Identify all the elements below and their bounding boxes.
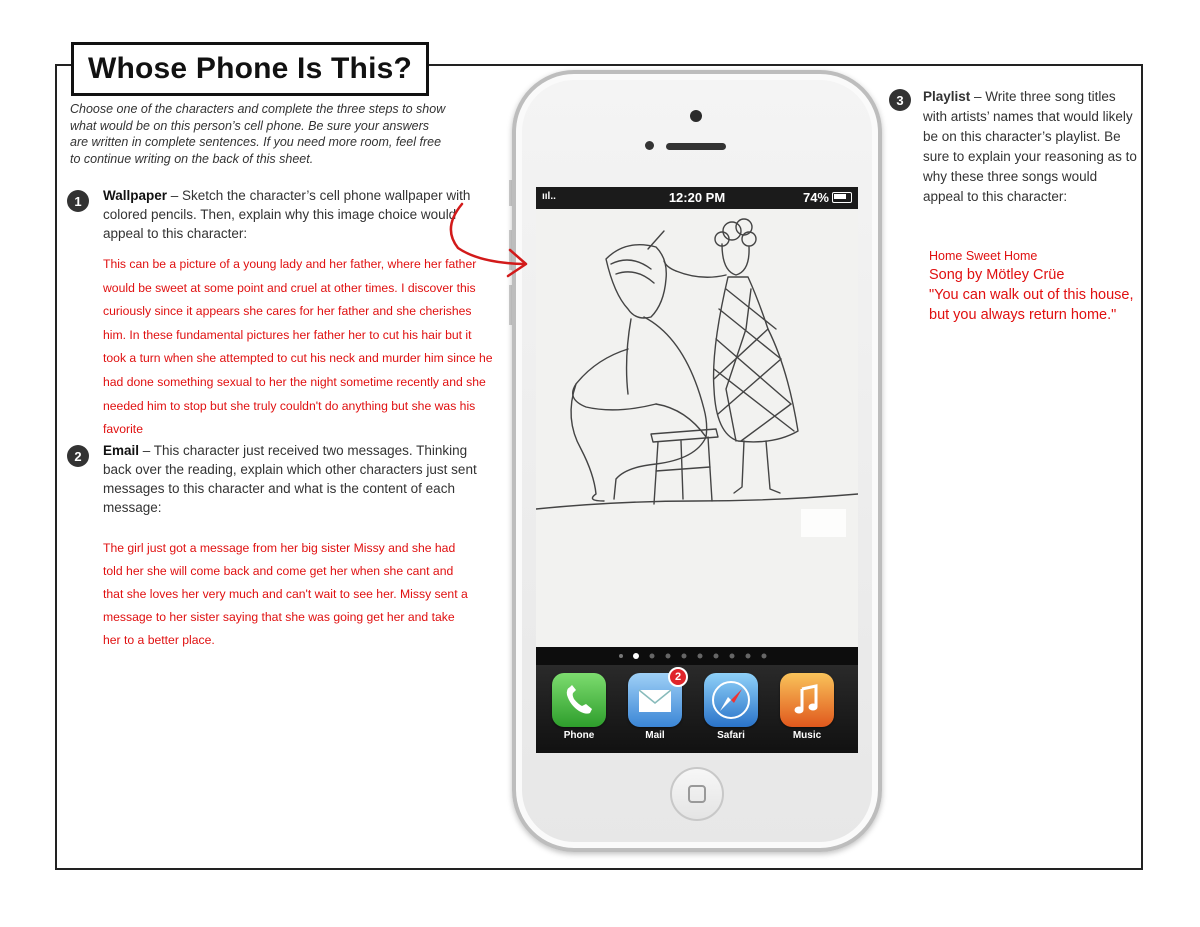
step-3-answer <box>929 247 1139 325</box>
step-1-number: 1 <box>67 190 89 212</box>
phone-icon <box>552 673 606 727</box>
page-dots <box>536 647 858 665</box>
battery-icon <box>832 192 852 203</box>
battery-percent: 74% <box>802 190 829 205</box>
status-time: 12:20 PM <box>668 190 726 205</box>
signal-indicator: ııl.. <box>542 191 556 202</box>
title-box <box>71 42 429 96</box>
home-button[interactable] <box>670 767 724 821</box>
proximity-sensor <box>645 141 654 150</box>
wallpaper-sketch <box>536 209 858 647</box>
app-label-mail: Mail <box>645 730 665 741</box>
mail-badge: 2 <box>668 667 688 687</box>
app-label-phone: Phone <box>563 730 595 741</box>
app-phone[interactable] <box>550 673 608 741</box>
app-music[interactable] <box>778 673 836 741</box>
step-1-answer: This can be a picture of a young lady and her father, where her father would be sweet at some point and cruel at other times. I discover this curiously since it appears she cares for her father and she cherishes him. In these fundamental pictures her father her to cut his hair but it took a turn when she attempted to cut his neck and murder him since he had done something sexual to her the night sometime recently and she needed him to stop but she truly couldn't do anything but she was his favorite <box>103 257 493 437</box>
compass-glyph <box>704 673 758 727</box>
step-2-prompt-text: – This character just received two messages. Thinking back over the reading, explain which other characters just sent messages to this character and what is the content of each message: <box>103 443 477 515</box>
phone-screen <box>536 187 858 753</box>
app-safari[interactable] <box>702 673 760 741</box>
step-3-prompt <box>923 87 1138 207</box>
step-1-heading: Wallpaper <box>103 188 168 203</box>
music-note-icon <box>780 673 834 727</box>
page-indicator-dots <box>536 647 858 665</box>
playlist-reasoning: "You can walk out of this house, but you always return home." <box>929 287 1134 323</box>
music-glyph <box>780 673 834 727</box>
status-bar <box>536 187 858 209</box>
battery-indicator <box>803 190 852 205</box>
app-mail[interactable] <box>626 673 684 741</box>
app-label-safari: Safari <box>717 730 745 741</box>
earpiece-speaker <box>666 143 726 150</box>
step-3-heading: Playlist <box>923 89 971 104</box>
page-title: Whose Phone Is This? <box>87 52 413 85</box>
step-3-prompt-text: – Write three song titles with artists’ names that would likely be on this character’s playlist. Be sure to explain your reasoning as to why these three songs would appeal to this character: <box>923 89 1137 204</box>
sketch-drawing <box>536 209 858 647</box>
step-1-prompt-text: – Sketch the character’s cell phone wallpaper with colored pencils. Then, explain why this image choice would appeal to this character: <box>103 188 471 241</box>
intro-instructions: Choose one of the characters and complete the three steps to show what would be on this person’s cell phone. Be sure your answers are written in complete sentences. If you need more room, feel free to continue writing on the back of this sheet. <box>70 102 446 166</box>
app-label-music: Music <box>792 730 822 741</box>
step-3-number: 3 <box>889 89 911 111</box>
step-2-number: 2 <box>67 445 89 467</box>
compass-icon <box>704 673 758 727</box>
iphone <box>512 70 882 852</box>
playlist-artist: Song by Mötley Crüe <box>929 267 1065 283</box>
playlist-song-title: Home Sweet Home <box>929 249 1038 263</box>
phone-glyph <box>552 673 606 727</box>
app-dock <box>536 665 858 753</box>
red-arrow-icon <box>440 198 540 278</box>
step-2-answer: The girl just got a message from her big sister Missy and she had told her she will come back and come get her when she cant and that she loves her very much and can't wait to see her. Missy sent a message to her sister saying that she was going get her and take her to a better place. <box>103 541 468 647</box>
step-2-heading: Email <box>103 443 140 458</box>
step-1-prompt <box>103 186 481 243</box>
step-2-prompt <box>103 441 495 517</box>
mail-icon <box>628 673 682 727</box>
front-camera <box>690 110 702 122</box>
